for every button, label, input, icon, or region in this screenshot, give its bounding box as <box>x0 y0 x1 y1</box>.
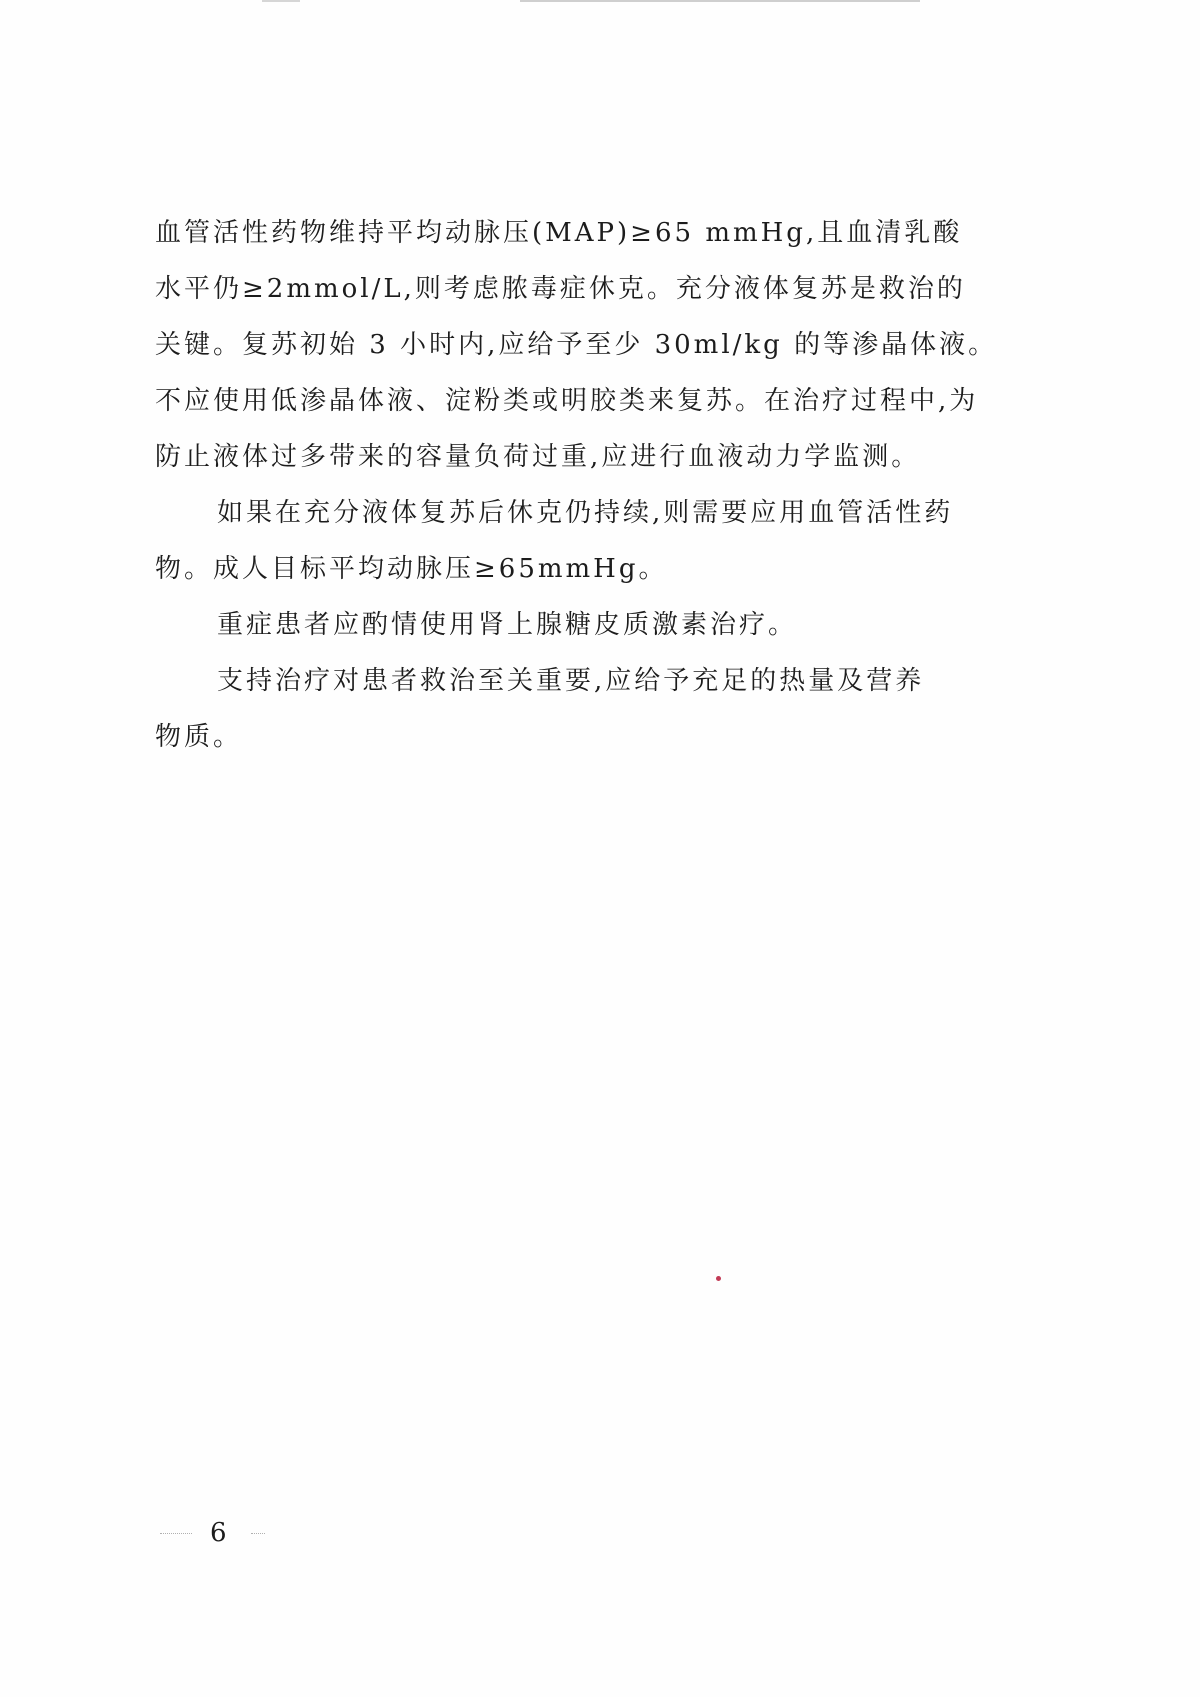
scan-artifact <box>262 0 300 2</box>
paragraph-continuation <box>155 205 1040 485</box>
text-line: 不应使用低渗晶体液、淀粉类或明胶类来复苏。在治疗过程中,为 <box>155 386 979 416</box>
text-line: 关键。复苏初始 3 小时内,应给予至少 30ml/kg 的等渗晶体液。 <box>155 330 998 360</box>
page-number: 6 <box>210 1518 227 1548</box>
paragraph-vasoactive <box>155 485 1040 597</box>
text-line: 重症患者应酌情使用肾上腺糖皮质激素治疗。 <box>217 610 798 640</box>
text-line: 物质。 <box>155 722 243 752</box>
text-line: 水平仍≥2mmol/L,则考虑脓毒症休克。充分液体复苏是救治的 <box>155 274 966 304</box>
text-line: 血管活性药物维持平均动脉压(MAP)≥65 mmHg,且血清乳酸 <box>155 218 963 248</box>
paragraph-corticosteroid <box>155 597 1040 653</box>
text-line: 防止液体过多带来的容量负荷过重,应进行血液动力学监测。 <box>155 442 921 472</box>
scan-artifact-line <box>520 0 920 2</box>
ink-speck <box>716 1276 721 1281</box>
paragraph-supportive-care <box>155 653 1040 765</box>
footer-dash-right <box>251 1533 265 1534</box>
footer-dash-left <box>160 1533 192 1534</box>
text-line: 物。成人目标平均动脉压≥65mmHg。 <box>155 554 668 584</box>
page-footer <box>160 1518 265 1548</box>
document-body <box>155 205 1040 765</box>
text-line: 如果在充分液体复苏后休克仍持续,则需要应用血管活性药 <box>217 498 954 528</box>
text-line: 支持治疗对患者救治至关重要,应给予充足的热量及营养 <box>217 666 925 696</box>
